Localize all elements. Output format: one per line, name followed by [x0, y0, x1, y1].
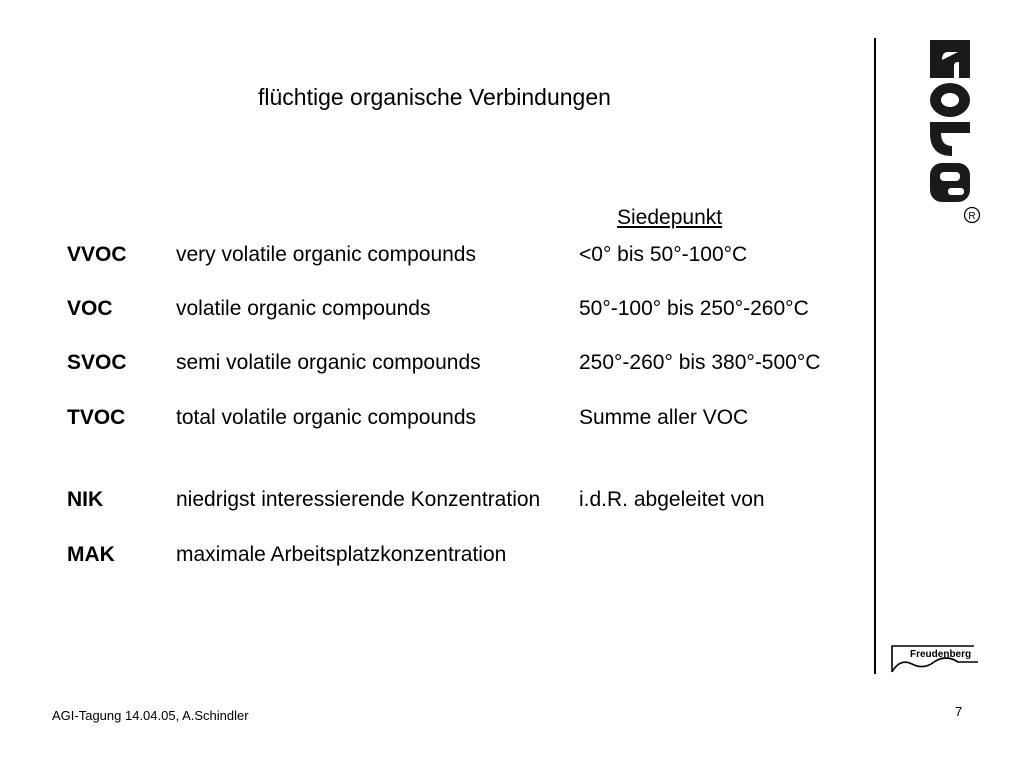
- table-row: [0, 486, 860, 514]
- row-abbreviation: SVOC: [67, 351, 127, 374]
- page-number: 7: [955, 704, 963, 719]
- row-abbreviation: NIK: [67, 488, 104, 511]
- row-boiling-point: <0° bis 50°-100°C: [579, 243, 748, 266]
- divider-line: [874, 38, 876, 674]
- row-abbreviation: VOC: [67, 297, 113, 320]
- table-row: [0, 295, 860, 323]
- row-description: niedrigst interessierende Konzentration: [176, 488, 541, 511]
- row-abbreviation: MAK: [67, 543, 115, 566]
- nora-logo: [928, 38, 972, 204]
- row-description: total volatile organic compounds: [176, 406, 477, 429]
- row-boiling-point: i.d.R. abgeleitet von: [579, 488, 765, 511]
- registered-trademark-icon: [963, 206, 981, 224]
- table-row: [0, 541, 860, 569]
- freudenberg-logo: [890, 640, 980, 674]
- table-row: [0, 404, 860, 432]
- row-abbreviation: TVOC: [67, 406, 126, 429]
- row-description: volatile organic compounds: [176, 297, 431, 320]
- row-boiling-point: 250°-260° bis 380°-500°C: [579, 351, 821, 374]
- registered-trademark-label: R: [968, 211, 976, 222]
- slide-title: flüchtige organische Verbindungen: [258, 84, 611, 110]
- row-boiling-point: 50°-100° bis 250°-260°C: [579, 297, 809, 320]
- row-description: very volatile organic compounds: [176, 243, 476, 266]
- row-abbreviation: VVOC: [67, 243, 127, 266]
- row-description: semi volatile organic compounds: [176, 351, 481, 374]
- table-row: [0, 241, 860, 269]
- boiling-point-column-header: Siedepunkt: [617, 206, 723, 229]
- row-description: maximale Arbeitsplatzkonzentration: [176, 543, 507, 566]
- row-boiling-point: Summe aller VOC: [579, 406, 749, 429]
- freudenberg-wordmark: Freudenberg: [910, 649, 972, 660]
- table-row: [0, 349, 860, 377]
- footer-text: AGI-Tagung 14.04.05, A.Schindler: [52, 708, 249, 723]
